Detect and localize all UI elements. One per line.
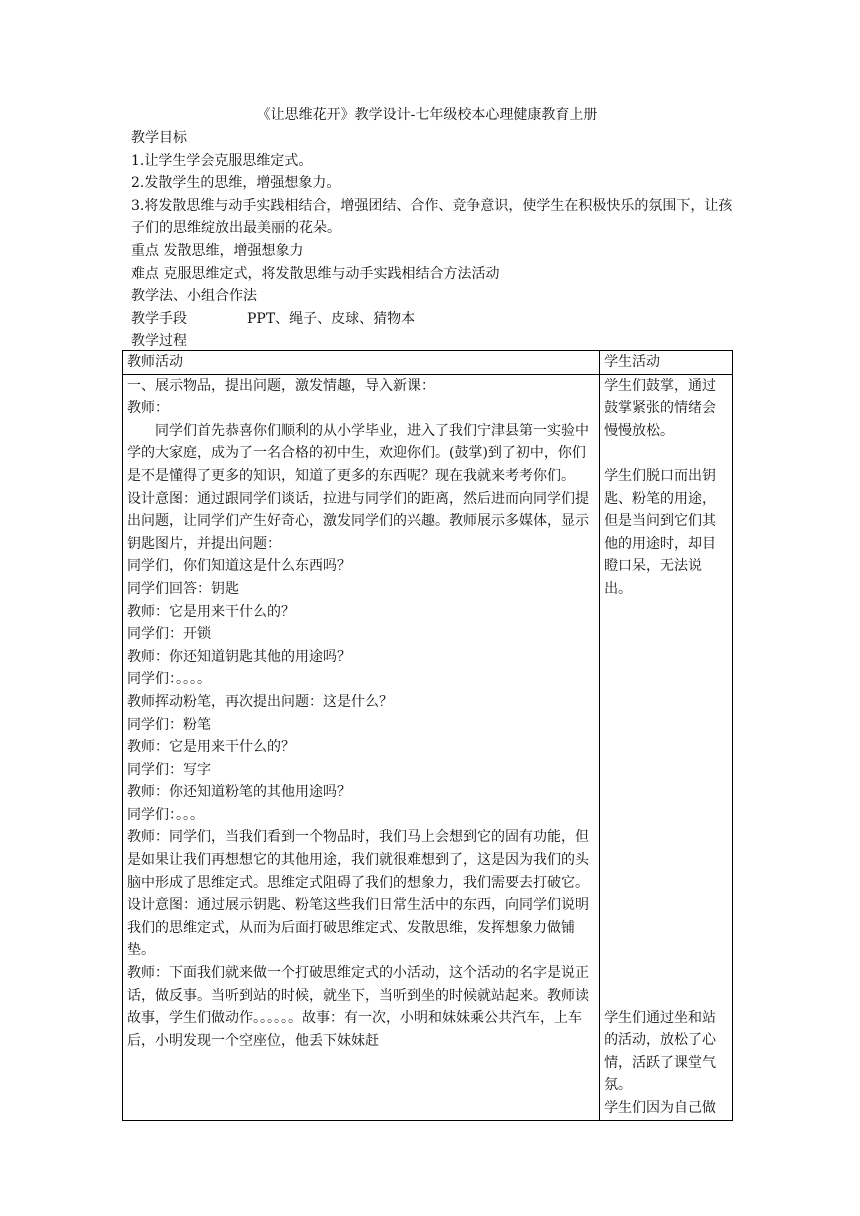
student-note: 学生们脱口而出钥匙、粉笔的用途，但是当问到它们其他的用途时，却目瞪口呆，无法说出。 — [604, 467, 717, 597]
student-note: 学生们因为自己做 — [604, 1099, 717, 1116]
lesson-process-table — [122, 350, 733, 1121]
teacher-line: 教师：你还知道钥匙其他的用途吗？ — [127, 648, 351, 665]
teacher-line: 设计意图：通过跟同学们谈话，拉进与同学们的距离，然后进而向同学们提出问题，让同学们产生好奇心，激发同学们的兴趣。教师展示多媒体，显示钥匙图片，并提出问题： — [127, 490, 589, 552]
teacher-line: 同学们：。。。。 — [127, 671, 211, 688]
student-note: 学生们鼓掌，通过鼓掌紧张的情绪会慢慢放松。 — [604, 377, 717, 439]
teacher-line: 同学们首先恭喜你们顺利的从小学毕业，进入了我们宁津县第一实验中学的大家庭，成为了一名合格的初中生，欢迎你们。(鼓掌)到了初中，你们是不是懂得了更多的知识，知道了更多的东西呢？现在我就来考考你们。 — [127, 422, 589, 484]
student-note: 学生们通过坐和站的活动，放松了心情，活跃了课堂气氛。 — [604, 1009, 717, 1094]
teacher-line: 同学们：开锁 — [127, 626, 211, 643]
teacher-line: 教师：它是用来干什么的？ — [127, 603, 295, 620]
difficulty: 难点 克服思维定式，将发散思维与动手实践相结合方法活动 — [131, 265, 500, 282]
teacher-line: 教师：同学们，当我们看到一个物品时，我们马上会想到它的固有功能，但是如果让我们再想想它的其他用途，我们就很难想到了，这是因为我们的头脑中形成了思维定式。思维定式阻碍了我们的想象力，我们需要去打破它。 — [127, 829, 589, 891]
student-activity-cell — [600, 374, 733, 1120]
intro-section — [131, 127, 735, 353]
document-title: 《让思维花开》教学设计-七年级校本心理健康教育上册 — [256, 107, 598, 123]
teacher-line: 同学们：粉笔 — [127, 716, 211, 733]
teacher-line: 同学们：写字 — [127, 761, 211, 778]
teaching-methods: 教学法、小组合作法 — [131, 288, 257, 305]
teacher-line: 教师挥动粉笔，再次提出问题：这是什么？ — [127, 693, 393, 710]
teacher-line: 同学们回答：钥匙 — [127, 580, 239, 597]
objective-item: 1.让学生学会克服思维定式。 — [131, 152, 313, 169]
teacher-line: 同学们：。。。 — [127, 806, 204, 823]
table-header-row — [123, 351, 733, 375]
objectives-heading: 教学目标 — [131, 130, 187, 146]
teacher-line: 设计意图：通过展示钥匙、粉笔这些我们日常生活中的东西，向同学们说明我们的思维定式，从而为后面打破思维定式、发散思维，发挥想象力做铺垫。 — [127, 897, 589, 959]
teacher-line: 教师： — [127, 400, 169, 417]
teaching-tools-value: PPT、绳子、皮球、猜物本 — [247, 310, 416, 327]
teacher-activity-cell — [123, 374, 600, 1120]
teaching-tools — [131, 308, 735, 331]
process-heading: 教学过程 — [131, 333, 187, 350]
teacher-line: 一、展示物品，提出问题，激发情趣，导入新课： — [127, 377, 435, 394]
teacher-line: 教师：它是用来干什么的？ — [127, 739, 295, 756]
objective-item: 3.将发散思维与动手实践相结合，增强团结、合作、竞争意识，使学生在积极快乐的氛围下，让孩子们的思维绽放出最美丽的花朵。 — [131, 197, 733, 237]
teacher-line: 教师：你还知道粉笔的其他用途吗？ — [127, 784, 351, 801]
objective-item: 2.发散学生的思维，增强想象力。 — [131, 175, 341, 192]
key-point: 重点 发散思维，增强想象力 — [131, 242, 304, 259]
table-row — [123, 374, 733, 1120]
teaching-tools-label: 教学手段 — [131, 310, 187, 327]
header-student-activity: 学生活动 — [600, 351, 733, 375]
header-teacher-activity: 教师活动 — [123, 351, 600, 375]
teacher-line: 教师：下面我们就来做一个打破思维定式的小活动，这个活动的名字是说正话，做反事。当听到站的时候，就坐下，当听到坐的时候就站起来。教师读故事，学生们做动作。。。。。。故事：有一次，小明和妹妹乘公共汽车，上车后，小明发现一个空座位，他丢下妹妹赶 — [127, 965, 589, 1049]
teacher-line: 同学们，你们知道这是什么东西吗？ — [127, 558, 351, 575]
